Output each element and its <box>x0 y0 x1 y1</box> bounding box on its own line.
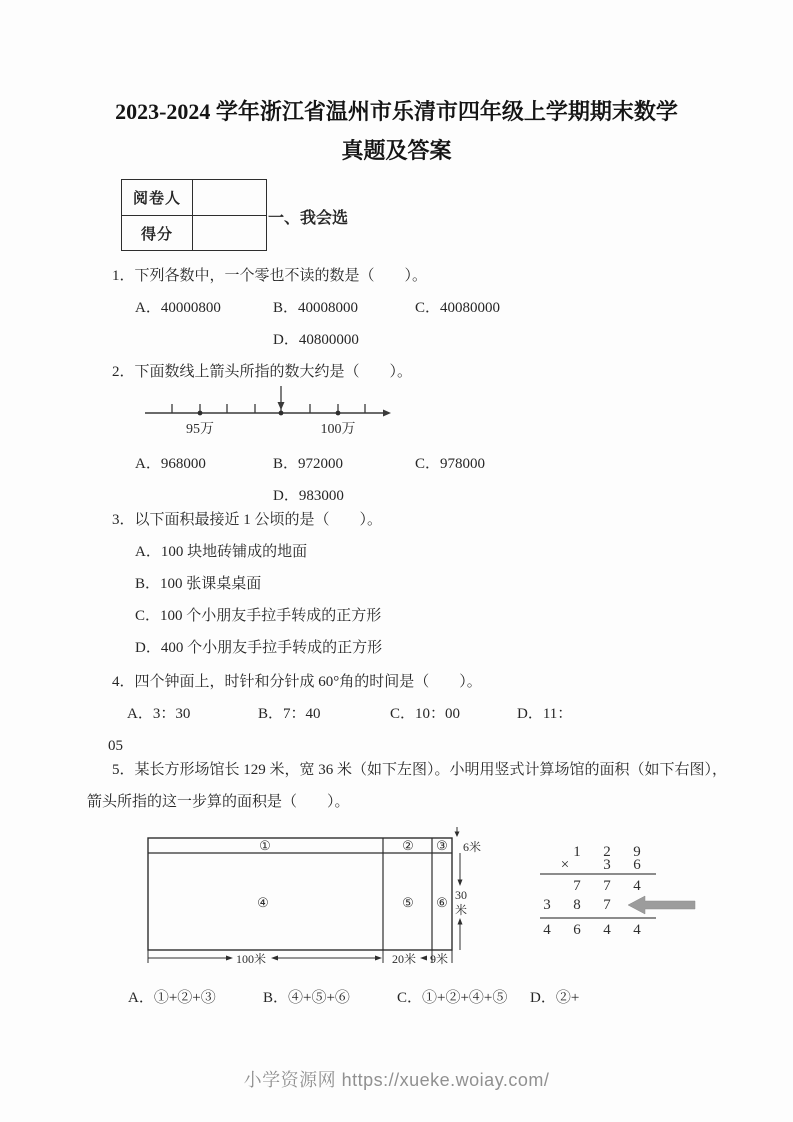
q3-option-d: D．400 个小朋友手拉手转成的正方形 <box>135 640 383 656</box>
mult-digit: 4 <box>543 922 551 938</box>
region-4-label: ④ <box>257 895 269 910</box>
q2-option-c: C．978000 <box>415 456 486 472</box>
number-line-figure <box>140 380 410 442</box>
region-1-label: ① <box>259 838 271 853</box>
reviewer-label: 阅卷人 <box>122 180 193 215</box>
question-5-text-line2: 箭头所指的这一步算的面积是（ ）。 <box>87 794 350 810</box>
site-footer: 小学资源网 https://xueke.woiay.com/ <box>243 1070 550 1090</box>
q5-option-d: D．②+ <box>530 990 580 1006</box>
question-5-options <box>128 982 793 1014</box>
grader-row-reviewer <box>122 180 266 215</box>
mult-digit: 7 <box>603 897 611 913</box>
q4-option-b: B．7：40 <box>258 706 321 722</box>
q4-option-c: C．10：00 <box>390 706 461 722</box>
dim-6m-arrow-icon <box>455 832 460 838</box>
question-1-options <box>135 292 793 324</box>
dim-width-100m-label: 100米 <box>235 952 267 966</box>
axis-arrow-icon <box>383 410 391 417</box>
q5-option-c: C．①+②+④+⑤ <box>397 990 508 1006</box>
dim-20m-left-arrow-icon <box>420 956 427 961</box>
question-5-text-line1: 5．某长方形场馆长 129 米，宽 36 米（如下左图）。小明用竖式计算场馆的面积（如下右图）， <box>112 762 728 778</box>
mult-digit: 1 <box>573 844 581 860</box>
dim-height-6m-label: 6米 <box>463 840 482 854</box>
page-title-line1: 2023-2024 学年浙江省温州市乐清市四年级上学期期末数学 <box>115 99 678 124</box>
dim-height-30-label: 30 <box>455 888 467 902</box>
question-2-options <box>135 448 793 480</box>
question-5-figures <box>123 826 793 976</box>
grader-row-score <box>122 215 266 250</box>
question-1-text: 1．下列各数中，一个零也不读的数是（ ）。 <box>112 268 428 284</box>
numberline-right-label: 100万 <box>320 422 356 437</box>
mult-digit: 9 <box>633 844 641 860</box>
step-pointer-arrow-icon <box>628 896 695 914</box>
mult-digit: 4 <box>633 878 641 894</box>
reviewer-value-cell <box>193 180 266 215</box>
q3-option-b: B．100 张课桌桌面 <box>135 576 262 592</box>
region-6-label: ⑥ <box>436 895 448 910</box>
mult-digit: 6 <box>633 857 641 873</box>
q4-option-d-wrap: 05 <box>108 738 123 754</box>
mult-digit: 3 <box>543 897 551 913</box>
dim-30m-down-arrow-icon <box>458 880 463 887</box>
dim-width-20m-label: 20米 <box>391 952 417 966</box>
q5-option-b: B．④+⑤+⑥ <box>263 990 350 1006</box>
section-heading: 一、我会选 <box>268 210 349 227</box>
q4-option-a: A．3：30 <box>127 706 191 722</box>
mult-digit: 2 <box>603 844 611 860</box>
q1-option-b: B．40008000 <box>273 300 359 316</box>
question-4-options <box>127 698 793 730</box>
dim-width-9m-label: 9米 <box>429 952 449 966</box>
numberline-left-label: 95万 <box>186 422 214 437</box>
stadium-rect-diagram <box>123 826 485 976</box>
q1-option-c: C．40080000 <box>415 300 501 316</box>
grader-table <box>121 179 267 251</box>
question-3-text: 3．以下面积最接近 1 公顷的是（ ）。 <box>112 512 383 528</box>
page-title-line2: 真题及答案 <box>341 138 452 163</box>
score-label: 得分 <box>122 216 193 250</box>
dim-height-30-unit-label: 米 <box>454 903 468 917</box>
question-4-text: 4．四个钟面上，时针和分针成 60°角的时间是（ ）。 <box>112 674 482 690</box>
mult-digit: 7 <box>573 878 581 894</box>
multiplication-figure <box>528 826 713 944</box>
q5-option-a: A．①+②+③ <box>128 990 216 1006</box>
score-value-cell <box>193 216 266 250</box>
region-5-label: ⑤ <box>402 895 414 910</box>
q1-option-a: A．40000800 <box>135 300 221 316</box>
region-2-label: ② <box>402 838 414 853</box>
mult-digit: 3 <box>603 857 611 873</box>
q3-option-c: C．100 个小朋友手拉手转成的正方形 <box>135 608 382 624</box>
mult-digit: 4 <box>603 922 611 938</box>
times-sign: × <box>560 857 570 873</box>
q4-option-d: D．11： <box>517 706 573 722</box>
q1-option-d: D．40800000 <box>273 332 359 348</box>
figure-gap <box>485 826 528 976</box>
mult-digit: 4 <box>633 922 641 938</box>
pointer-down-arrow-icon <box>278 402 285 410</box>
dim-100m-right-arrow-icon <box>226 956 233 961</box>
q3-option-a: A．100 块地砖铺成的地面 <box>135 544 308 560</box>
grader-block <box>121 179 349 252</box>
question-2-text: 2．下面数线上箭头所指的数大约是（ ）。 <box>112 364 413 380</box>
region-3-label: ③ <box>436 838 448 853</box>
q2-option-a: A．968000 <box>135 456 206 472</box>
mult-digit: 7 <box>603 878 611 894</box>
q2-option-d: D．983000 <box>273 488 344 504</box>
q2-option-b: B．972000 <box>273 456 344 472</box>
mult-digit: 6 <box>573 922 581 938</box>
dim-span-right-arrow-icon <box>375 956 382 961</box>
mult-digit: 8 <box>573 897 581 913</box>
